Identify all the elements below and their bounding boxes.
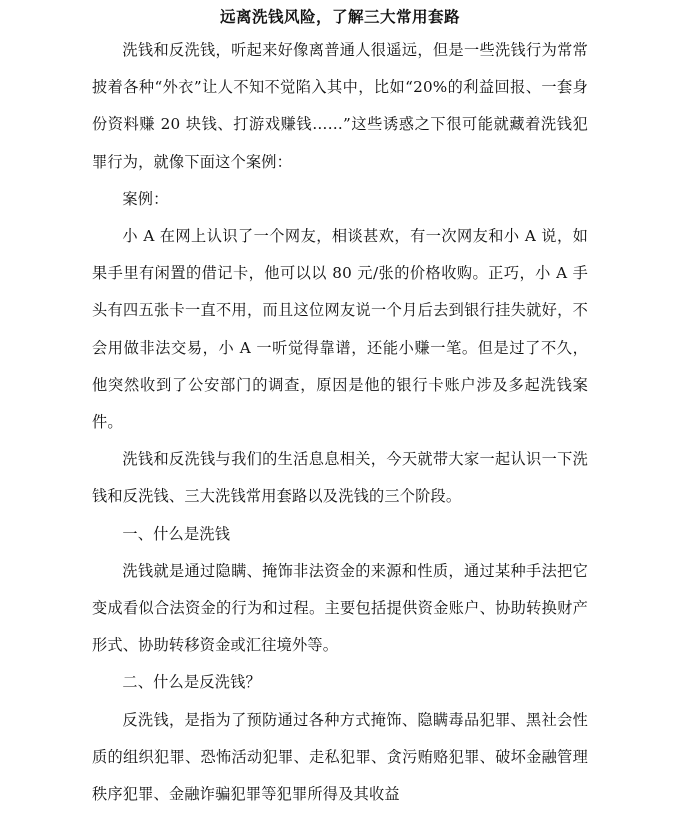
document-page	[92, 6, 588, 813]
case-paragraph: 小 A 在网上认识了一个网友，相谈甚欢，有一次网友和小 A 说，如果手里有闲置的借记卡，他可以以 80 元/张的价格收购。正巧，小 A 手头有四五张卡一直不用，而且这位网友说一个月后去到银行挂失就好，不会用做非法交易，小 A 一听觉得靠谱，还能小赚一笔。但是过了不久，他突然收到了公安部门的调查，原因是他的银行卡账户涉及多起洗钱案件。	[92, 227, 588, 432]
intro-paragraph: 洗钱和反洗钱，听起来好像离普通人很遥远，但是一些洗钱行为常常披着各种“外衣”让人不知不觉陷入其中，比如“20%的利益回报、一套身份资料赚 20 块钱、打游戏赚钱……”这些诱惑之下很可能就藏着洗钱犯罪行为，就像下面这个案例：	[92, 41, 588, 171]
document-title: 远离洗钱风险，了解三大常用套路	[219, 7, 460, 26]
definition-paragraph: 洗钱就是通过隐瞒、掩饰非法资金的来源和性质，通过某种手法把它变成看似合法资金的行为和过程。主要包括提供资金账户、协助转换财产形式、协助转移资金或汇往境外等。	[92, 561, 588, 655]
anti-laundering-paragraph: 反洗钱，是指为了预防通过各种方式掩饰、隐瞒毒品犯罪、黑社会性质的组织犯罪、恐怖活动犯罪、走私犯罪、贪污贿赂犯罪、破坏金融管理秩序犯罪、金融诈骗犯罪等犯罪所得及其收益	[92, 710, 588, 804]
section-heading-1: 一、什么是洗钱	[122, 524, 231, 543]
case-label: 案例：	[122, 189, 169, 208]
section-heading-2: 二、什么是反洗钱？	[122, 673, 261, 692]
overview-paragraph: 洗钱和反洗钱与我们的生活息息相关，今天就带大家一起认识一下洗钱和反洗钱、三大洗钱常用套路以及洗钱的三个阶段。	[92, 450, 588, 506]
